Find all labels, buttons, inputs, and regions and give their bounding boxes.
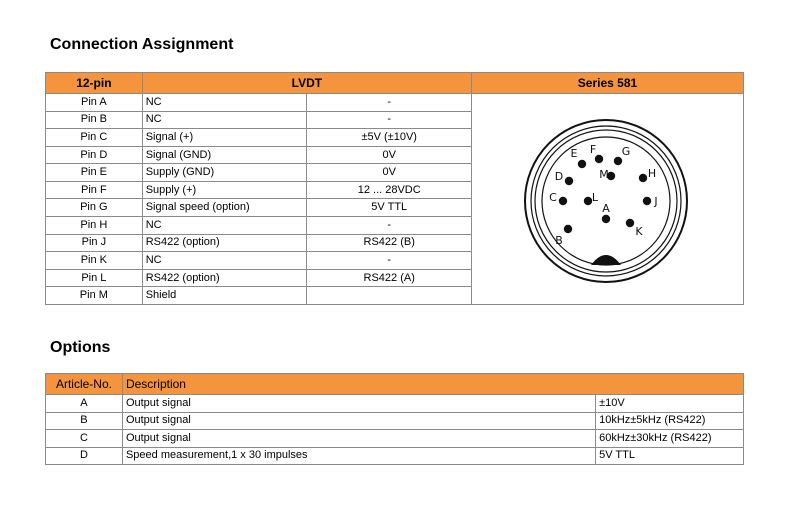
pin-value: ±5V (±10V): [307, 129, 472, 147]
pin-value: RS422 (A): [307, 269, 472, 287]
connector-pin-label: A: [602, 202, 610, 215]
pin-name: Pin B: [46, 111, 143, 129]
pin-name: Pin L: [46, 269, 143, 287]
options-table: [45, 373, 744, 465]
article-spec: 5V TTL: [596, 447, 744, 465]
connector-pin-j: [643, 197, 651, 205]
header-series-581: Series 581: [471, 73, 743, 94]
pin-name: Pin D: [46, 146, 143, 164]
connector-pin-label: F: [589, 143, 597, 156]
pin-value: -: [307, 252, 472, 270]
pin-value: 5V TTL: [307, 199, 472, 217]
connector-diagram: [472, 94, 742, 304]
options-header-row: [46, 374, 744, 395]
connector-pin-h: [639, 174, 647, 182]
pin-name: Pin G: [46, 199, 143, 217]
pin-value: [307, 287, 472, 305]
pin-signal: Shield: [142, 287, 307, 305]
connector-pin-label: C: [549, 191, 557, 204]
pin-value: 12 ... 28VDC: [307, 181, 472, 199]
article-spec: ±10V: [596, 395, 744, 413]
pin-value: RS422 (B): [307, 234, 472, 252]
connector-pin-a: [602, 215, 610, 223]
table-row: [46, 94, 744, 112]
header-description: Description: [122, 374, 743, 395]
pin-value: 0V: [307, 146, 472, 164]
connector-pin-k: [626, 219, 634, 227]
article-number: D: [46, 447, 123, 465]
options-heading: Options: [50, 339, 111, 356]
pin-signal: RS422 (option): [142, 269, 307, 287]
pin-signal: NC: [142, 94, 307, 112]
pin-name: Pin M: [46, 287, 143, 305]
article-spec: 10kHz±5kHz (RS422): [596, 412, 744, 430]
connection-table: [45, 72, 744, 305]
pin-name: Pin A: [46, 94, 143, 112]
pin-value: 0V: [307, 164, 472, 182]
connector-diagram-cell: [471, 94, 743, 305]
connector-pin-label: D: [554, 170, 564, 183]
connector-pin-c: [559, 197, 567, 205]
pin-signal: Supply (+): [142, 181, 307, 199]
header-lvdt: LVDT: [142, 73, 471, 94]
pin-signal: Signal (GND): [142, 146, 307, 164]
article-description: Output signal: [122, 395, 595, 413]
connector-pin-label: G: [621, 145, 631, 158]
connection-header-row: [46, 73, 744, 94]
table-row: [46, 430, 744, 448]
pin-signal: RS422 (option): [142, 234, 307, 252]
connector-key-notch: [591, 255, 621, 265]
connector-pin-d: [565, 177, 573, 185]
header-12-pin: 12-pin: [46, 73, 143, 94]
pin-name: Pin J: [46, 234, 143, 252]
connector-pin-g: [614, 157, 622, 165]
connector-pin-label: E: [570, 147, 578, 160]
pin-name: Pin F: [46, 181, 143, 199]
pin-signal: Signal speed (option): [142, 199, 307, 217]
article-number: B: [46, 412, 123, 430]
article-description: Speed measurement,1 x 30 impulses: [122, 447, 595, 465]
connector-pin-label: H: [647, 167, 657, 180]
pin-signal: NC: [142, 111, 307, 129]
pin-name: Pin H: [46, 217, 143, 235]
connector-pin-label: B: [555, 234, 563, 247]
connector-pin-label: M: [599, 168, 609, 181]
connector-pin-label: K: [635, 225, 643, 238]
pin-value: -: [307, 217, 472, 235]
pin-signal: Signal (+): [142, 129, 307, 147]
pin-signal: NC: [142, 217, 307, 235]
article-number: C: [46, 430, 123, 448]
pin-value: -: [307, 111, 472, 129]
header-article-no: Article-No.: [46, 374, 123, 395]
connection-assignment-heading: Connection Assignment: [50, 36, 234, 53]
article-description: Output signal: [122, 430, 595, 448]
pin-value: -: [307, 94, 472, 112]
table-row: [46, 447, 744, 465]
connector-pin-label: J: [654, 195, 658, 208]
connector-pin-b: [564, 225, 572, 233]
pin-signal: Supply (GND): [142, 164, 307, 182]
table-row: [46, 395, 744, 413]
article-spec: 60kHz±30kHz (RS422): [596, 430, 744, 448]
article-description: Output signal: [122, 412, 595, 430]
pin-name: Pin K: [46, 252, 143, 270]
table-row: [46, 412, 744, 430]
connector-pin-e: [578, 160, 586, 168]
connector-pin-label: L: [591, 191, 599, 204]
pin-signal: NC: [142, 252, 307, 270]
pin-name: Pin E: [46, 164, 143, 182]
pin-name: Pin C: [46, 129, 143, 147]
connector-pin-f: [595, 155, 603, 163]
article-number: A: [46, 395, 123, 413]
